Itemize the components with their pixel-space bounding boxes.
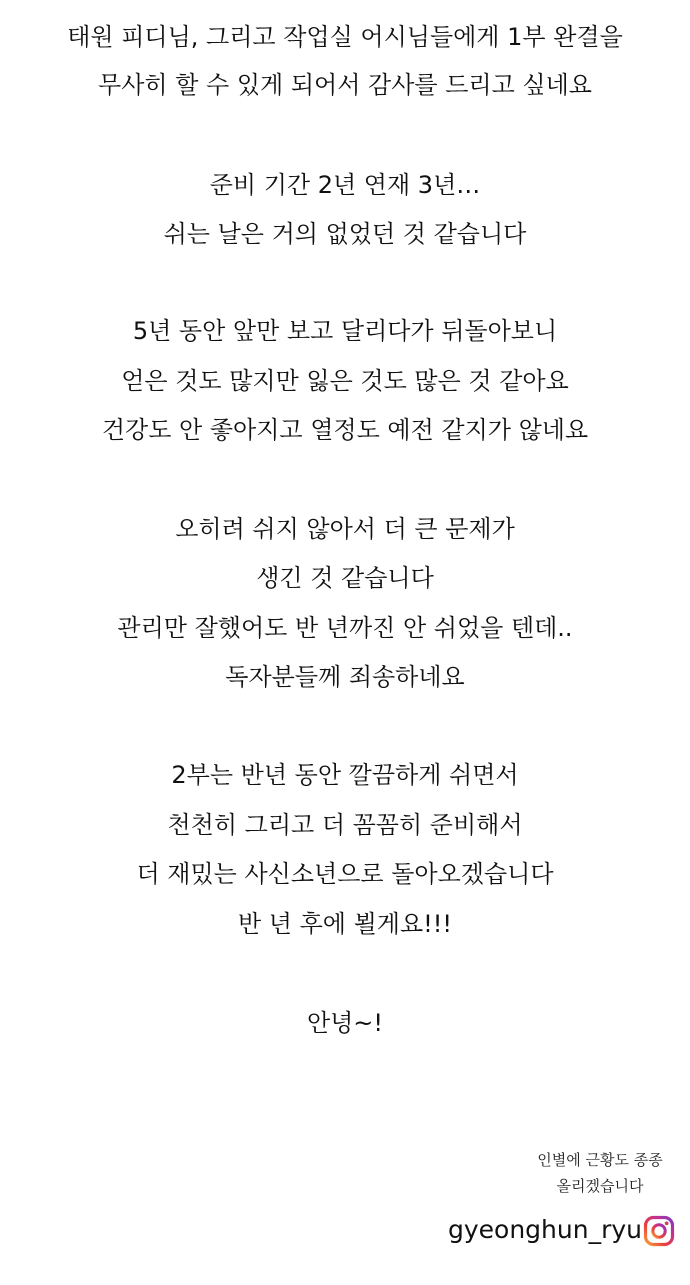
handwritten-note-line: 올리겠습니다 <box>556 1177 644 1195</box>
message-line: 5년 동안 앞만 보고 달리다가 뒤돌아보니 <box>132 317 558 345</box>
message-line: 쉬는 날은 거의 없었던 것 같습니다 <box>163 220 527 248</box>
message-line: 독자분들께 죄송하네요 <box>225 663 465 691</box>
message-line: 2부는 반년 동안 깔끔하게 쉬면서 <box>171 761 519 789</box>
message-line: 얻은 것도 많지만 잃은 것도 많은 것 같아요 <box>121 367 569 395</box>
message-line: 생긴 것 같습니다 <box>256 564 434 592</box>
message-line: 천천히 그리고 더 꼼꼼히 준비해서 <box>167 811 523 839</box>
message-line: 무사히 할 수 있게 되어서 감사를 드리고 싶네요 <box>98 71 592 99</box>
farewell-line: 안녕~! <box>306 1009 384 1037</box>
message-line: 오히려 쉬지 않아서 더 큰 문제가 <box>175 515 515 543</box>
message-line: 태원 피디님, 그리고 작업실 어시님들에게 1부 완결을 <box>67 23 623 51</box>
message-line: 건강도 안 좋아지고 열정도 예전 같지가 않네요 <box>101 416 589 444</box>
message-line: 관리만 잘했어도 반 년까진 안 쉬었을 텐데.. <box>117 614 573 642</box>
message-line: 준비 기간 2년 연재 3년… <box>209 171 481 199</box>
handwritten-note-line: 인별에 근황도 종종 <box>537 1151 663 1169</box>
message-line: 더 재밌는 사신소년으로 돌아오겠습니다 <box>136 860 554 888</box>
instagram-handle[interactable]: gyeonghun_ryu <box>448 1215 643 1244</box>
message-line: 반 년 후에 뵐게요!!! <box>237 910 453 938</box>
instagram-icon[interactable] <box>643 1215 675 1247</box>
